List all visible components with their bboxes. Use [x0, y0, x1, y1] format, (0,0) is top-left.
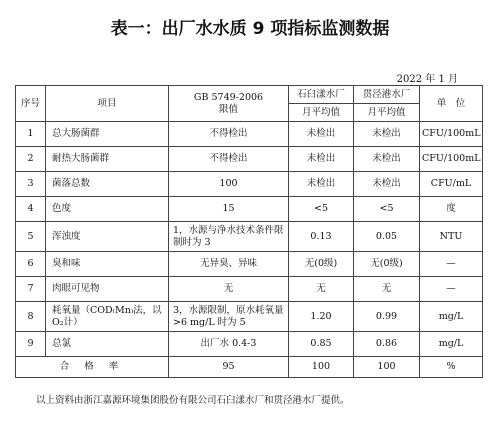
row-limit: 3，水源限制，原水耗氧量>6 mg/L 时为 5 — [169, 302, 289, 332]
header-plant2: 贯泾港水厂 — [354, 86, 420, 104]
row-number: 3 — [16, 172, 46, 197]
page-title: 表一：出厂水水质 9 项指标监测数据 — [110, 19, 390, 39]
row-item: 臭和味 — [46, 252, 169, 277]
source-footnote: 以上资料由浙江嘉源环境集团股份有限公司石臼漾水厂和贯泾港水厂提供。 — [36, 395, 350, 406]
table-row — [16, 222, 483, 252]
pass-rate-plant2: 100 — [354, 357, 420, 378]
table-row — [16, 302, 483, 332]
row-unit: 度 — [420, 197, 483, 222]
pass-rate-unit: % — [420, 357, 483, 378]
row-value-plant1: 无(0级) — [289, 252, 354, 277]
row-value-plant1: 无 — [289, 277, 354, 302]
row-item: 肉眼可见物 — [46, 277, 169, 302]
row-limit: 出厂水 0.4-3 — [169, 332, 289, 357]
header-standard-code: GB 5749-2006 — [193, 91, 264, 103]
table-row — [16, 277, 483, 302]
row-number: 6 — [16, 252, 46, 277]
header-plant1: 石臼漾水厂 — [289, 86, 354, 104]
pass-rate-row — [16, 357, 483, 378]
row-limit: 无 — [169, 277, 289, 302]
row-unit: — — [420, 277, 483, 302]
row-number: 8 — [16, 302, 46, 332]
row-limit: 不得检出 — [169, 147, 289, 172]
row-unit: mg/L — [420, 332, 483, 357]
row-value-plant2: 0.99 — [354, 302, 420, 332]
row-value-plant1: 未检出 — [289, 122, 354, 147]
table-row — [16, 197, 483, 222]
row-item: 耐热大肠菌群 — [46, 147, 169, 172]
row-item: 菌落总数 — [46, 172, 169, 197]
row-value-plant2: <5 — [354, 197, 420, 222]
row-value-plant2: 0.05 — [354, 222, 420, 252]
row-unit: CFU/100mL — [420, 147, 483, 172]
row-number: 9 — [16, 332, 46, 357]
row-unit: CFU/mL — [420, 172, 483, 197]
row-value-plant2: 未检出 — [354, 122, 420, 147]
header-standard — [169, 86, 289, 122]
table-row — [16, 147, 483, 172]
row-number: 2 — [16, 147, 46, 172]
row-limit: 100 — [169, 172, 289, 197]
row-value-plant2: 未检出 — [354, 147, 420, 172]
row-unit: mg/L — [420, 302, 483, 332]
table-row — [16, 122, 483, 147]
row-limit: 无异臭、异味 — [169, 252, 289, 277]
row-value-plant2: 无(0级) — [354, 252, 420, 277]
row-number: 5 — [16, 222, 46, 252]
header-seq: 序号 — [16, 86, 46, 122]
row-value-plant1: 未检出 — [289, 172, 354, 197]
row-number: 4 — [16, 197, 46, 222]
row-value-plant1: 1.20 — [289, 302, 354, 332]
row-value-plant1: <5 — [289, 197, 354, 222]
report-date: 2022 年 1 月 — [396, 74, 458, 85]
row-value-plant1: 未检出 — [289, 147, 354, 172]
row-number: 1 — [16, 122, 46, 147]
header-unit: 单 位 — [420, 86, 483, 122]
pass-rate-plant1: 100 — [289, 357, 354, 378]
table-row — [16, 332, 483, 357]
row-value-plant1: 0.13 — [289, 222, 354, 252]
row-item: 色度 — [46, 197, 169, 222]
row-unit: CFU/100mL — [420, 122, 483, 147]
row-value-plant1: 0.85 — [289, 332, 354, 357]
row-limit: 不得检出 — [169, 122, 289, 147]
water-quality-table — [15, 85, 483, 378]
row-number: 7 — [16, 277, 46, 302]
header-monthly-avg-plant1: 月平均值 — [289, 104, 354, 122]
row-limit: 15 — [169, 197, 289, 222]
pass-rate-limit: 95 — [169, 357, 289, 378]
row-item: 总大肠菌群 — [46, 122, 169, 147]
row-value-plant2: 0.86 — [354, 332, 420, 357]
row-value-plant2: 未检出 — [354, 172, 420, 197]
header-monthly-avg-plant2: 月平均值 — [354, 104, 420, 122]
row-item: 浑浊度 — [46, 222, 169, 252]
row-limit: 1，水源与净水技术条件限制时为 3 — [169, 222, 289, 252]
table-row — [16, 252, 483, 277]
row-unit: NTU — [420, 222, 483, 252]
pass-rate-label: 合 格 率 — [16, 357, 169, 378]
header-standard-limit: 限值 — [218, 103, 238, 115]
header-item: 项目 — [46, 86, 169, 122]
table-row — [16, 172, 483, 197]
row-unit: — — [420, 252, 483, 277]
row-value-plant2: 无 — [354, 277, 420, 302]
row-item: 总氯 — [46, 332, 169, 357]
row-item: 耗氧量（COD₍Mn₎法，以O₂计） — [46, 302, 169, 332]
